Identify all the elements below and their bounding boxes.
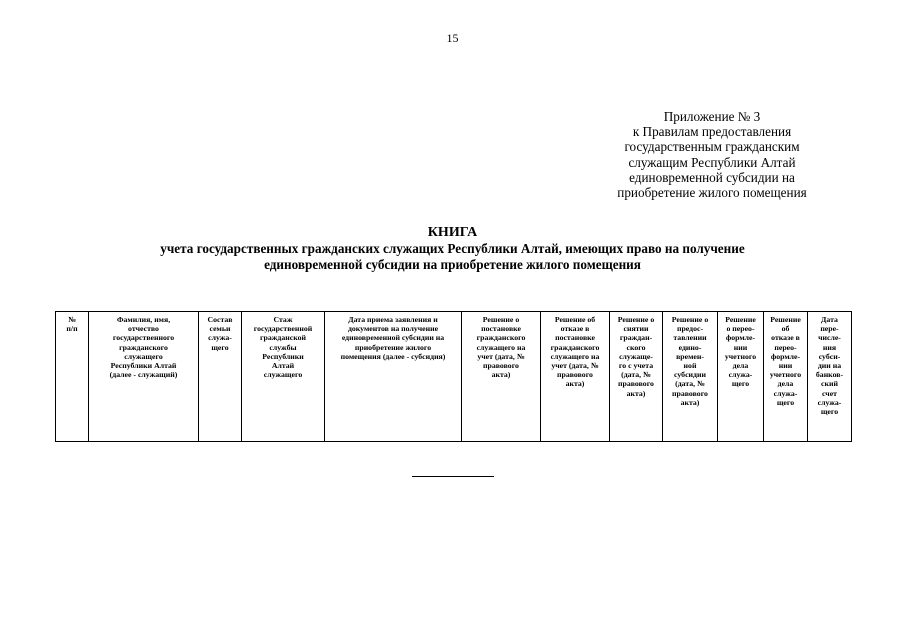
header-cell-subsidy-decision: Решение о предос- тавлении едино- времен- ной субсидии (дата, № правового акта)	[663, 312, 718, 442]
header-cell-reissue-refusal: Решение об отказе в перео- формле- нии учетного дела служа- щего	[764, 312, 808, 442]
header-cell-registration-decision: Решение о постановке гражданского служащего на учет (дата, № правового акта)	[462, 312, 541, 442]
title-subtitle-line: учета государственных гражданских служащих Республики Алтай, имеющих право на получение	[160, 241, 745, 256]
table-header-row	[56, 312, 852, 442]
header-cell-number: № п/п	[56, 312, 89, 442]
header-cell-registration-refusal: Решение об отказе в постановке гражданского служащего на учет (дата, № правового акта)	[541, 312, 610, 442]
title-main: КНИГА	[427, 225, 478, 240]
header-cell-transfer-date: Дата пере- числе- ния субси- дии на банков- ский счет служа- щего	[808, 312, 852, 442]
appendix-line: к Правилам предоставления	[632, 124, 792, 140]
appendix-line: единовременной субсидии на	[629, 169, 795, 185]
header-cell-full-name: Фамилия, имя, отчество государственного гражданского служащего Республики Алтай (далее - служащий)	[89, 312, 199, 442]
appendix-line: служащим Республики Алтай	[628, 154, 796, 170]
appendix-line: приобретение жилого помещения	[617, 185, 807, 201]
header-cell-family: Состав семьи служа- щего	[199, 312, 242, 442]
appendix-line: государственным гражданским	[624, 139, 800, 155]
header-cell-deregistration: Решение о снятии граждан- ского служаще- го с учета (дата, № правового акта)	[610, 312, 663, 442]
end-divider	[412, 476, 494, 477]
header-cell-application-date: Дата приема заявления и документов на получение единовременной субсидии на приобретение жилого помещения (далее - субсидия)	[325, 312, 462, 442]
page-number: 15	[446, 31, 459, 45]
header-cell-reissue-decision: Решение о перео- формле- нии учетного дела служа- щего	[718, 312, 764, 442]
appendix-note	[590, 109, 834, 200]
document-title	[0, 225, 905, 272]
appendix-line: Приложение № 3	[663, 109, 761, 124]
registry-table	[55, 311, 852, 442]
title-subtitle-line: единовременной субсидии на приобретение жилого помещения	[264, 256, 641, 272]
header-cell-service-length: Стаж государственной гражданской службы Республики Алтай служащего	[242, 312, 325, 442]
